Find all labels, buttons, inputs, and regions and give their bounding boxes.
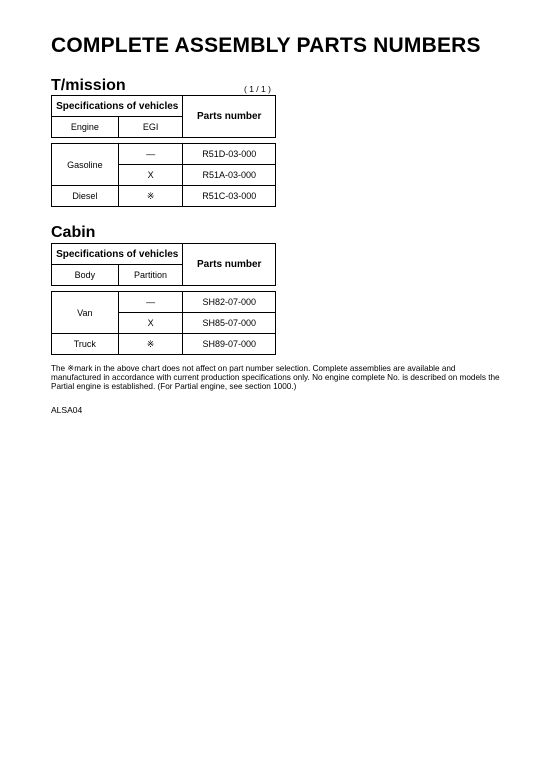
mark-cell: ※ [118, 186, 183, 207]
mark-cell: X [118, 165, 183, 186]
mark-cell: — [118, 292, 183, 313]
column-header-engine: Engine [52, 117, 119, 138]
mark-cell: ※ [118, 334, 183, 355]
page-indicator: ( 1 / 1 ) [244, 84, 271, 94]
group-cell: Van [52, 292, 119, 334]
transmission-table [51, 95, 276, 207]
group-cell: Truck [52, 334, 119, 355]
cabin-table [51, 243, 276, 355]
column-header-body: Body [52, 265, 119, 286]
page-title: COMPLETE ASSEMBLY PARTS NUMBERS [51, 34, 481, 57]
transmission-title: T/mission [51, 77, 126, 94]
part-number-cell: SH89-07-000 [183, 334, 276, 355]
mark-cell: X [118, 313, 183, 334]
part-number-cell: R51D-03-000 [183, 144, 276, 165]
footnote: The ※mark in the above chart does not affect on part number selection. Complete assemblies are available and manufactured in accordance with current production specifications only. No engine complete No. is described on models the Partial engine is established. (For Partial engine, see section 1000.) [51, 364, 500, 391]
part-number-cell: SH85-07-000 [183, 313, 276, 334]
column-header-partition: Partition [118, 265, 183, 286]
document-code: ALSA04 [51, 405, 83, 415]
part-number-cell: R51A-03-000 [183, 165, 276, 186]
part-number-cell: SH82-07-000 [183, 292, 276, 313]
column-header-egi: EGI [118, 117, 183, 138]
spec-header: Specifications of vehicles [52, 244, 183, 265]
cabin-title: Cabin [51, 224, 96, 241]
group-cell: Gasoline [52, 144, 119, 186]
mark-cell: — [118, 144, 183, 165]
group-cell: Diesel [52, 186, 119, 207]
parts-number-header: Parts number [183, 96, 276, 138]
spec-header: Specifications of vehicles [52, 96, 183, 117]
part-number-cell: R51C-03-000 [183, 186, 276, 207]
parts-number-header: Parts number [183, 244, 276, 286]
